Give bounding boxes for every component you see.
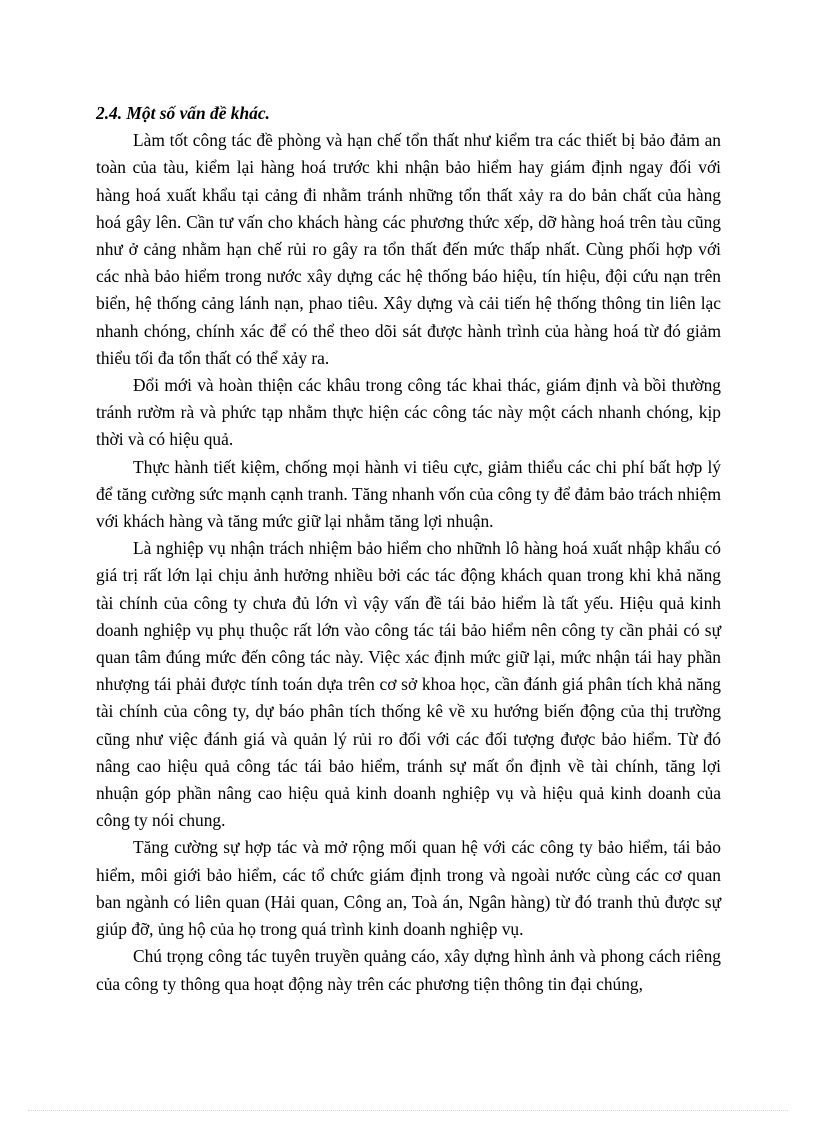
paragraph-reinsurance: Là nghiệp vụ nhận trách nhiệm bảo hiểm cho nhữnh lô hàng hoá xuất nhập khẩu có giá trị rất lớn lại chịu ảnh hưởng nhiều bởi các tác động khách quan trong khi khả năng tài chính của công ty chưa đủ lớn vì vậy vấn đề tái bảo hiểm là tất yếu. Hiệu quả kinh doanh nghiệp vụ phụ thuộc rất lớn vào công tác tái bảo hiểm nên công ty cần phải có sự quan tâm đúng mức đến công tác này. Việc xác định mức giữ lại, mức nhận tái hay phần nhượng tái phải được tính toán dựa trên cơ sở khoa học, cần đánh giá phân tích khả năng tài chính của công ty, dự báo phân tích thống kê về xu hướng biến động của thị trường cũng như việc đánh giá và quản lý rủi ro đối với các đối tượng được bảo hiểm. Từ đó nâng cao hiệu quả công tác tái bảo hiểm, tránh sự mất ổn định về tài chính, tăng lợi nhuận góp phần nâng cao hiệu quả kinh doanh nghiệp vụ và hiệu quả kinh doanh của công ty nói chung. bbox=[96, 538, 721, 831]
paragraph-loss-prevention: Làm tốt công tác đề phòng và hạn chế tổn thất như kiểm tra các thiết bị bảo đảm an toàn của tàu, kiểm lại hàng hoá trước khi nhận bảo hiểm hay giám định ngay đối với hàng hoá xuất khẩu tại cảng đi nhằm tránh những tổn thất xảy ra do bản chất của hàng hoá gây lên. Cần tư vấn cho khách hàng các phương thức xếp, dỡ hàng hoá trên tàu cũng như ở cảng nhằm hạn chế rủi ro gây ra tổn thất đến mức thấp nhất. Cùng phối hợp với các nhà bảo hiểm trong nước xây dựng các hệ thống báo hiệu, tín hiệu, đội cứu nạn trên biển, hệ thống cảng lánh nạn, phao tiêu. Xây dựng và cải tiến hệ thống thông tin liên lạc nhanh chóng, chính xác để có thể theo dõi sát được hành trình của hàng hoá từ đó giảm thiểu tối đa tổn thất có thể xảy ra. bbox=[96, 130, 721, 368]
paragraph-process-improvement: Đổi mới và hoàn thiện các khâu trong công tác khai thác, giám định và bồi thường tránh rườm rà và phức tạp nhằm thực hiện các công tác này một cách nhanh chóng, kịp thời và có hiệu quả. bbox=[96, 375, 721, 450]
paragraph-cooperation: Tăng cường sự hợp tác và mở rộng mối quan hệ với các công ty bảo hiểm, tái bảo hiểm, môi giới bảo hiểm, các tổ chức giám định trong và ngoài nước cùng các cơ quan ban ngành có liên quan (Hải quan, Công an, Toà án, Ngân hàng) từ đó tranh thủ được sự giúp đỡ, ủng hộ của họ trong quá trình kinh doanh nghiệp vụ. bbox=[96, 837, 721, 940]
page-bottom-divider bbox=[28, 1110, 788, 1111]
paragraph-cost-saving: Thực hành tiết kiệm, chống mọi hành vi tiêu cực, giảm thiểu các chi phí bất hợp lý để tăng cường sức mạnh cạnh tranh. Tăng nhanh vốn của công ty để đảm bảo trách nhiệm với khách hàng và tăng mức giữ lại nhằm tăng lợi nhuận. bbox=[96, 456, 721, 532]
paragraph-advertising: Chú trọng công tác tuyên truyền quảng cáo, xây dựng hình ảnh và phong cách riêng của công ty thông qua hoạt động này trên các phương tiện thông tin đại chúng, bbox=[96, 946, 721, 994]
document-body bbox=[96, 100, 721, 998]
section-heading: 2.4. Một số vấn đề khác. bbox=[96, 103, 270, 123]
